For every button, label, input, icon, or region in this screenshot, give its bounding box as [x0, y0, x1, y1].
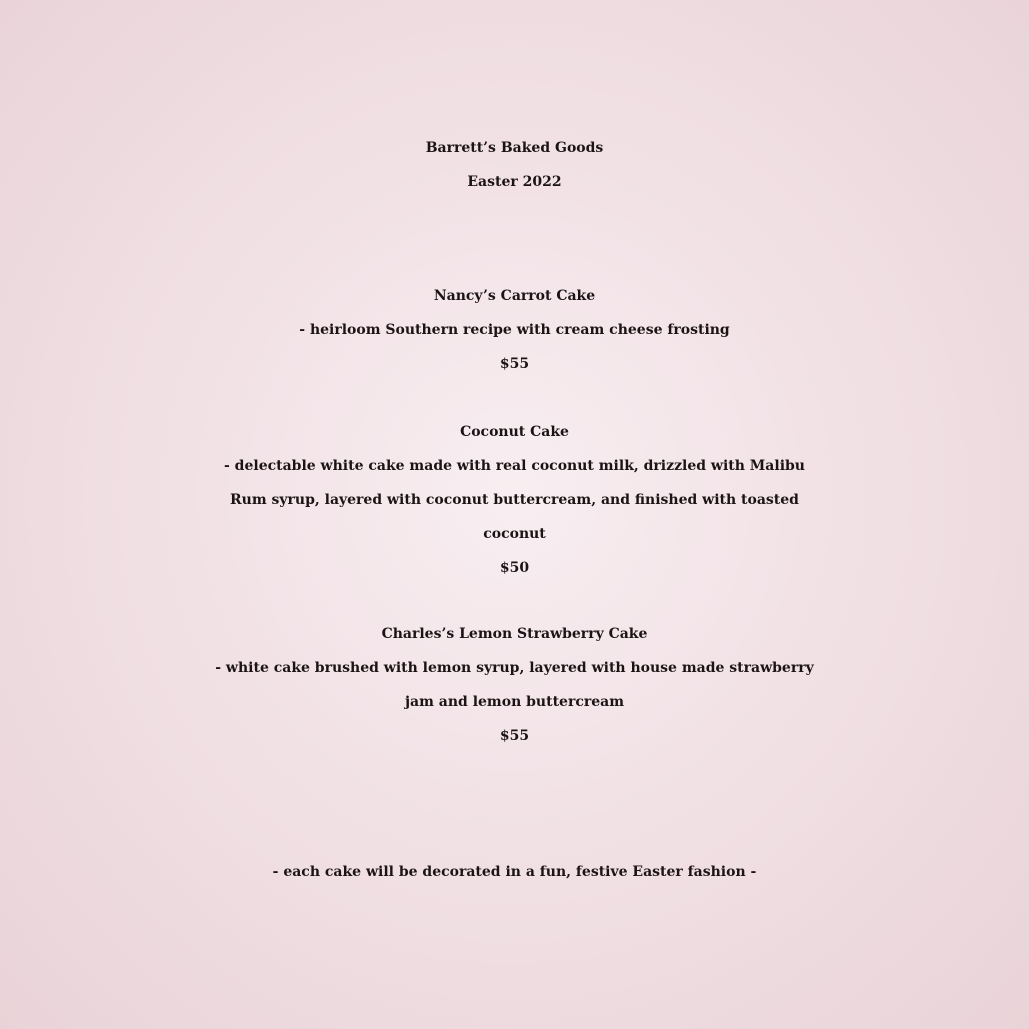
- menu-footer: [0, 855, 1029, 889]
- item-description: - heirloom Southern recipe with cream cheese frosting: [299, 322, 730, 338]
- item-description: jam and lemon buttercream: [404, 694, 625, 710]
- item-price: $55: [499, 728, 530, 744]
- decoration-note: - each cake will be decorated in a fun, festive Easter fashion -: [272, 864, 757, 880]
- item-description: coconut: [483, 526, 546, 542]
- menu-item-coconut-cake: [0, 415, 1029, 585]
- bakery-title: Barrett’s Baked Goods: [425, 140, 604, 156]
- item-description: - delectable white cake made with real coconut milk, drizzled with Malibu: [224, 458, 805, 474]
- menu-item-lemon-strawberry-cake: [0, 617, 1029, 753]
- menu-subtitle: Easter 2022: [467, 174, 562, 190]
- item-description: - white cake brushed with lemon syrup, layered with house made strawberry: [215, 660, 814, 676]
- item-name: Charles’s Lemon Strawberry Cake: [381, 626, 648, 642]
- item-name: Nancy’s Carrot Cake: [433, 288, 596, 304]
- item-description: Rum syrup, layered with coconut buttercream, and finished with toasted: [230, 492, 799, 508]
- menu-header: [0, 131, 1029, 199]
- menu-item-carrot-cake: [0, 279, 1029, 381]
- item-name: Coconut Cake: [460, 424, 569, 440]
- item-price: $50: [499, 560, 530, 576]
- item-price: $55: [499, 356, 530, 372]
